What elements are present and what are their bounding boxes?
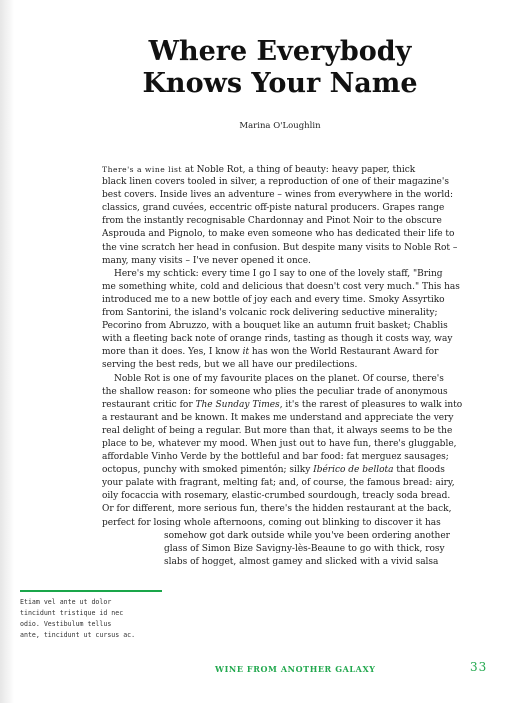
body-line: somehow got dark outside while you've been ordering another	[164, 530, 450, 541]
article-title	[60, 36, 500, 100]
author-byline: Marina O'Loughlin	[239, 121, 321, 131]
body-line: many, many visits – I've never opened it once.	[102, 255, 311, 266]
body-line: place to be, whatever my mood. When just out to have fun, there's gluggable,	[102, 438, 457, 449]
body-line: your palate with fragrant, melting fat; and, of course, the famous bread: airy,	[102, 478, 455, 489]
sidenote-line: tincidunt tristique id nec	[20, 609, 124, 617]
page-number: 33	[470, 660, 488, 674]
page-gutter-shadow	[0, 0, 14, 703]
body-line: octopus, punchy with smoked pimentón; silky Ibérico de bellota that floods	[102, 465, 445, 476]
body-line: a restaurant and be known. It makes me understand and appreciate the very	[102, 412, 454, 423]
body-line: the shallow reason: for someone who plies the peculiar trade of anonymous	[102, 386, 448, 397]
body-line: Or for different, more serious fun, there's the hidden restaurant at the back,	[102, 504, 452, 515]
body-line: with a fleeting back note of orange rinds, tasting as though it costs way, way	[102, 334, 453, 345]
sidenote	[20, 597, 170, 641]
body-line: black linen covers tooled in silver, a reproduction of one of their magazine's	[102, 177, 449, 188]
lead-in-smallcaps: There's a wine list	[102, 165, 182, 174]
body-line: from the instantly recognisable Chardonnay and Pinot Noir to the obscure	[102, 216, 442, 227]
sidenote-divider	[20, 590, 162, 592]
body-line: slabs of hogget, almost gamey and slicked with a vivid salsa	[164, 556, 439, 567]
title-line-2: Knows Your Name	[142, 68, 418, 99]
body-line: oily focaccia with rosemary, elastic-crumbed sourdough, treacly soda bread.	[102, 491, 451, 502]
body-line: Pecorino from Abruzzo, with a bouquet like an autumn fruit basket; Chablis	[102, 321, 448, 332]
running-footer-section-title: WINE FROM ANOTHER GALAXY	[215, 664, 376, 674]
body-line: affordable Vinho Verde by the bottleful and bar food: fat merguez sausages;	[102, 452, 449, 463]
body-line: Here's my schtick: every time I go I say to one of the lovely staff, "Bring	[114, 268, 443, 279]
body-line: perfect for losing whole afternoons, coming out blinking to discover it has	[102, 517, 441, 528]
sidenote-line: Etiam vel ante ut dolor	[20, 598, 112, 606]
body-line: glass of Simon Bize Savigny-lès-Beaune to go with thick, rosy	[164, 543, 445, 554]
body-line: from Santorini, the island's volcanic rock delivering seductive minerality;	[102, 308, 438, 319]
title-line-1: Where Everybody	[148, 36, 412, 67]
body-line: best covers. Inside lives an adventure – wines from everywhere in the world:	[102, 190, 454, 201]
body-line: more than it does. Yes, I know it has won the World Restaurant Award for	[102, 347, 439, 358]
body-line: restaurant critic for The Sunday Times, it's the rarest of pleasures to walk into	[102, 399, 463, 410]
body-line: me something white, cold and delicious that doesn't cost very much." This has	[102, 281, 460, 292]
body-line: Noble Rot is one of my favourite places on the planet. Of course, there's	[114, 373, 444, 384]
body-line: serving the best reds, but we all have our predilections.	[102, 360, 358, 371]
body-line: introduced me to a new bottle of joy each and every time. Smoky Assyrtiko	[102, 294, 445, 305]
body-line: classics, grand cuvées, eccentric off-piste natural producers. Grapes range	[102, 203, 445, 214]
body-line: There's a wine list at Noble Rot, a thing of beauty: heavy paper, thick	[102, 165, 416, 175]
body-line: Asprouda and Pignolo, to make even someone who has dedicated their life to	[102, 229, 455, 240]
body-line: the vine scratch her head in confusion. But despite many visits to Noble Rot –	[102, 242, 458, 253]
sidenote-line: ante, tincidunt ut cursus ac.	[20, 631, 136, 639]
article-body	[102, 163, 494, 569]
sidenote-line: odio. Vestibulum tellus	[20, 620, 112, 628]
body-line: real delight of being a regular. But more than that, it always seems to be the	[102, 425, 453, 436]
